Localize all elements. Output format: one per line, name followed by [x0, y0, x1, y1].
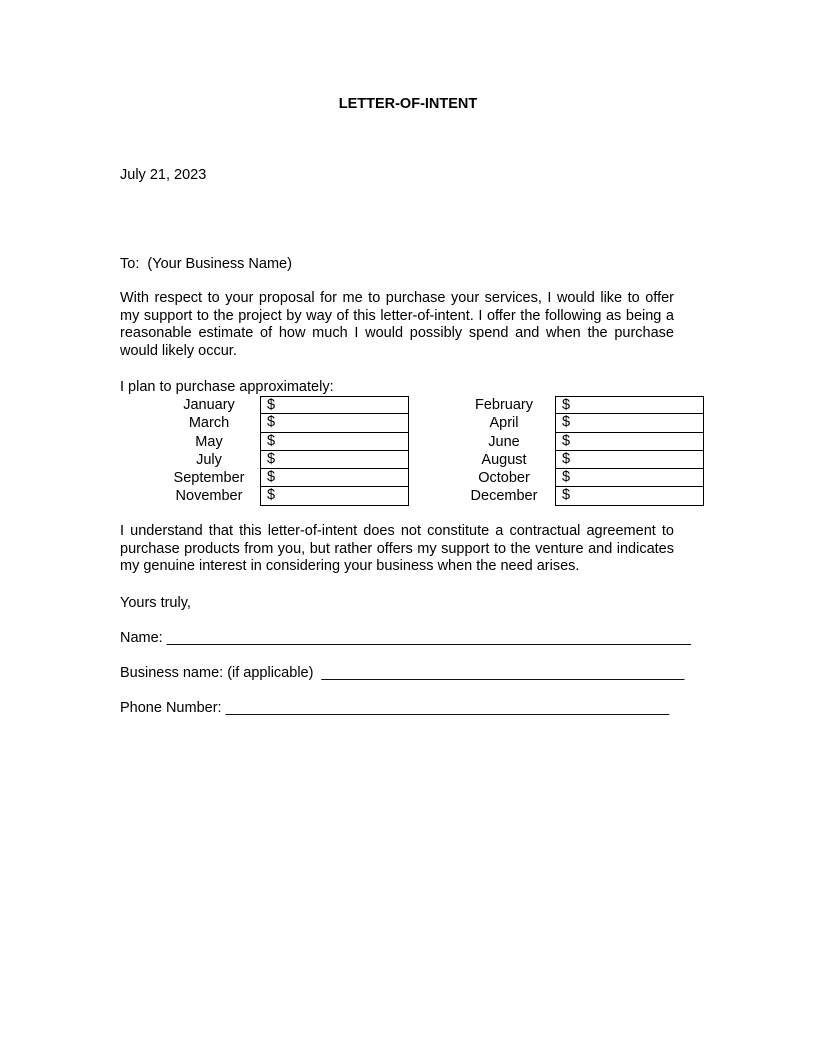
month-label: March	[188, 415, 230, 432]
amount-field-march[interactable]: $	[260, 414, 409, 432]
phone-number-line[interactable]: Phone Number: _______________________________________________________	[120, 700, 670, 716]
name-signature-line[interactable]: Name: _________________________________________________________________	[120, 630, 691, 646]
month-label: August	[481, 451, 527, 468]
month-label: January	[183, 397, 235, 413]
closing-line: Yours truly,	[120, 595, 191, 611]
month-label: July	[196, 451, 222, 468]
month-label: November	[175, 488, 243, 505]
month-label: October	[478, 470, 530, 487]
amount-field-may[interactable]: $	[260, 433, 409, 451]
plan-line: I plan to purchase approximately:	[120, 379, 334, 395]
month-label: December	[470, 488, 538, 505]
month-label: April	[489, 415, 519, 432]
page-title: LETTER-OF-INTENT	[338, 96, 478, 112]
amount-field-april[interactable]: $	[555, 414, 704, 432]
month-label: May	[195, 433, 223, 450]
amount-field-february[interactable]: $	[555, 396, 704, 414]
amount-field-october[interactable]: $	[555, 469, 704, 487]
month-label: September	[173, 470, 245, 487]
amount-field-august[interactable]: $	[555, 451, 704, 469]
month-label: June	[488, 433, 520, 450]
amount-field-september[interactable]: $	[260, 469, 409, 487]
intro-paragraph: With respect to your proposal for me to purchase your services, I would like to offer my support to the project by way of this letter-of-intent. I offer the following as being a reasonable estimate of how much I would possibly spend and when the purchase would likely occur.	[120, 290, 674, 359]
amount-field-november[interactable]: $	[260, 487, 409, 505]
amount-field-june[interactable]: $	[555, 433, 704, 451]
amount-field-december[interactable]: $	[555, 487, 704, 505]
recipient-line: To: (Your Business Name)	[120, 256, 292, 272]
amount-field-january[interactable]: $	[260, 396, 409, 414]
letter-date: July 21, 2023	[120, 167, 207, 183]
business-name-line[interactable]: Business name: (if applicable) _____________________________________________	[120, 665, 685, 681]
month-label: February	[474, 397, 534, 413]
amount-field-july[interactable]: $	[260, 451, 409, 469]
disclaimer-paragraph: I understand that this letter-of-intent does not constitute a contractual agreement to purchase products from you, but rather offers my support to the venture and indicates my genuine interest in considering your business when the need arises.	[120, 523, 674, 574]
